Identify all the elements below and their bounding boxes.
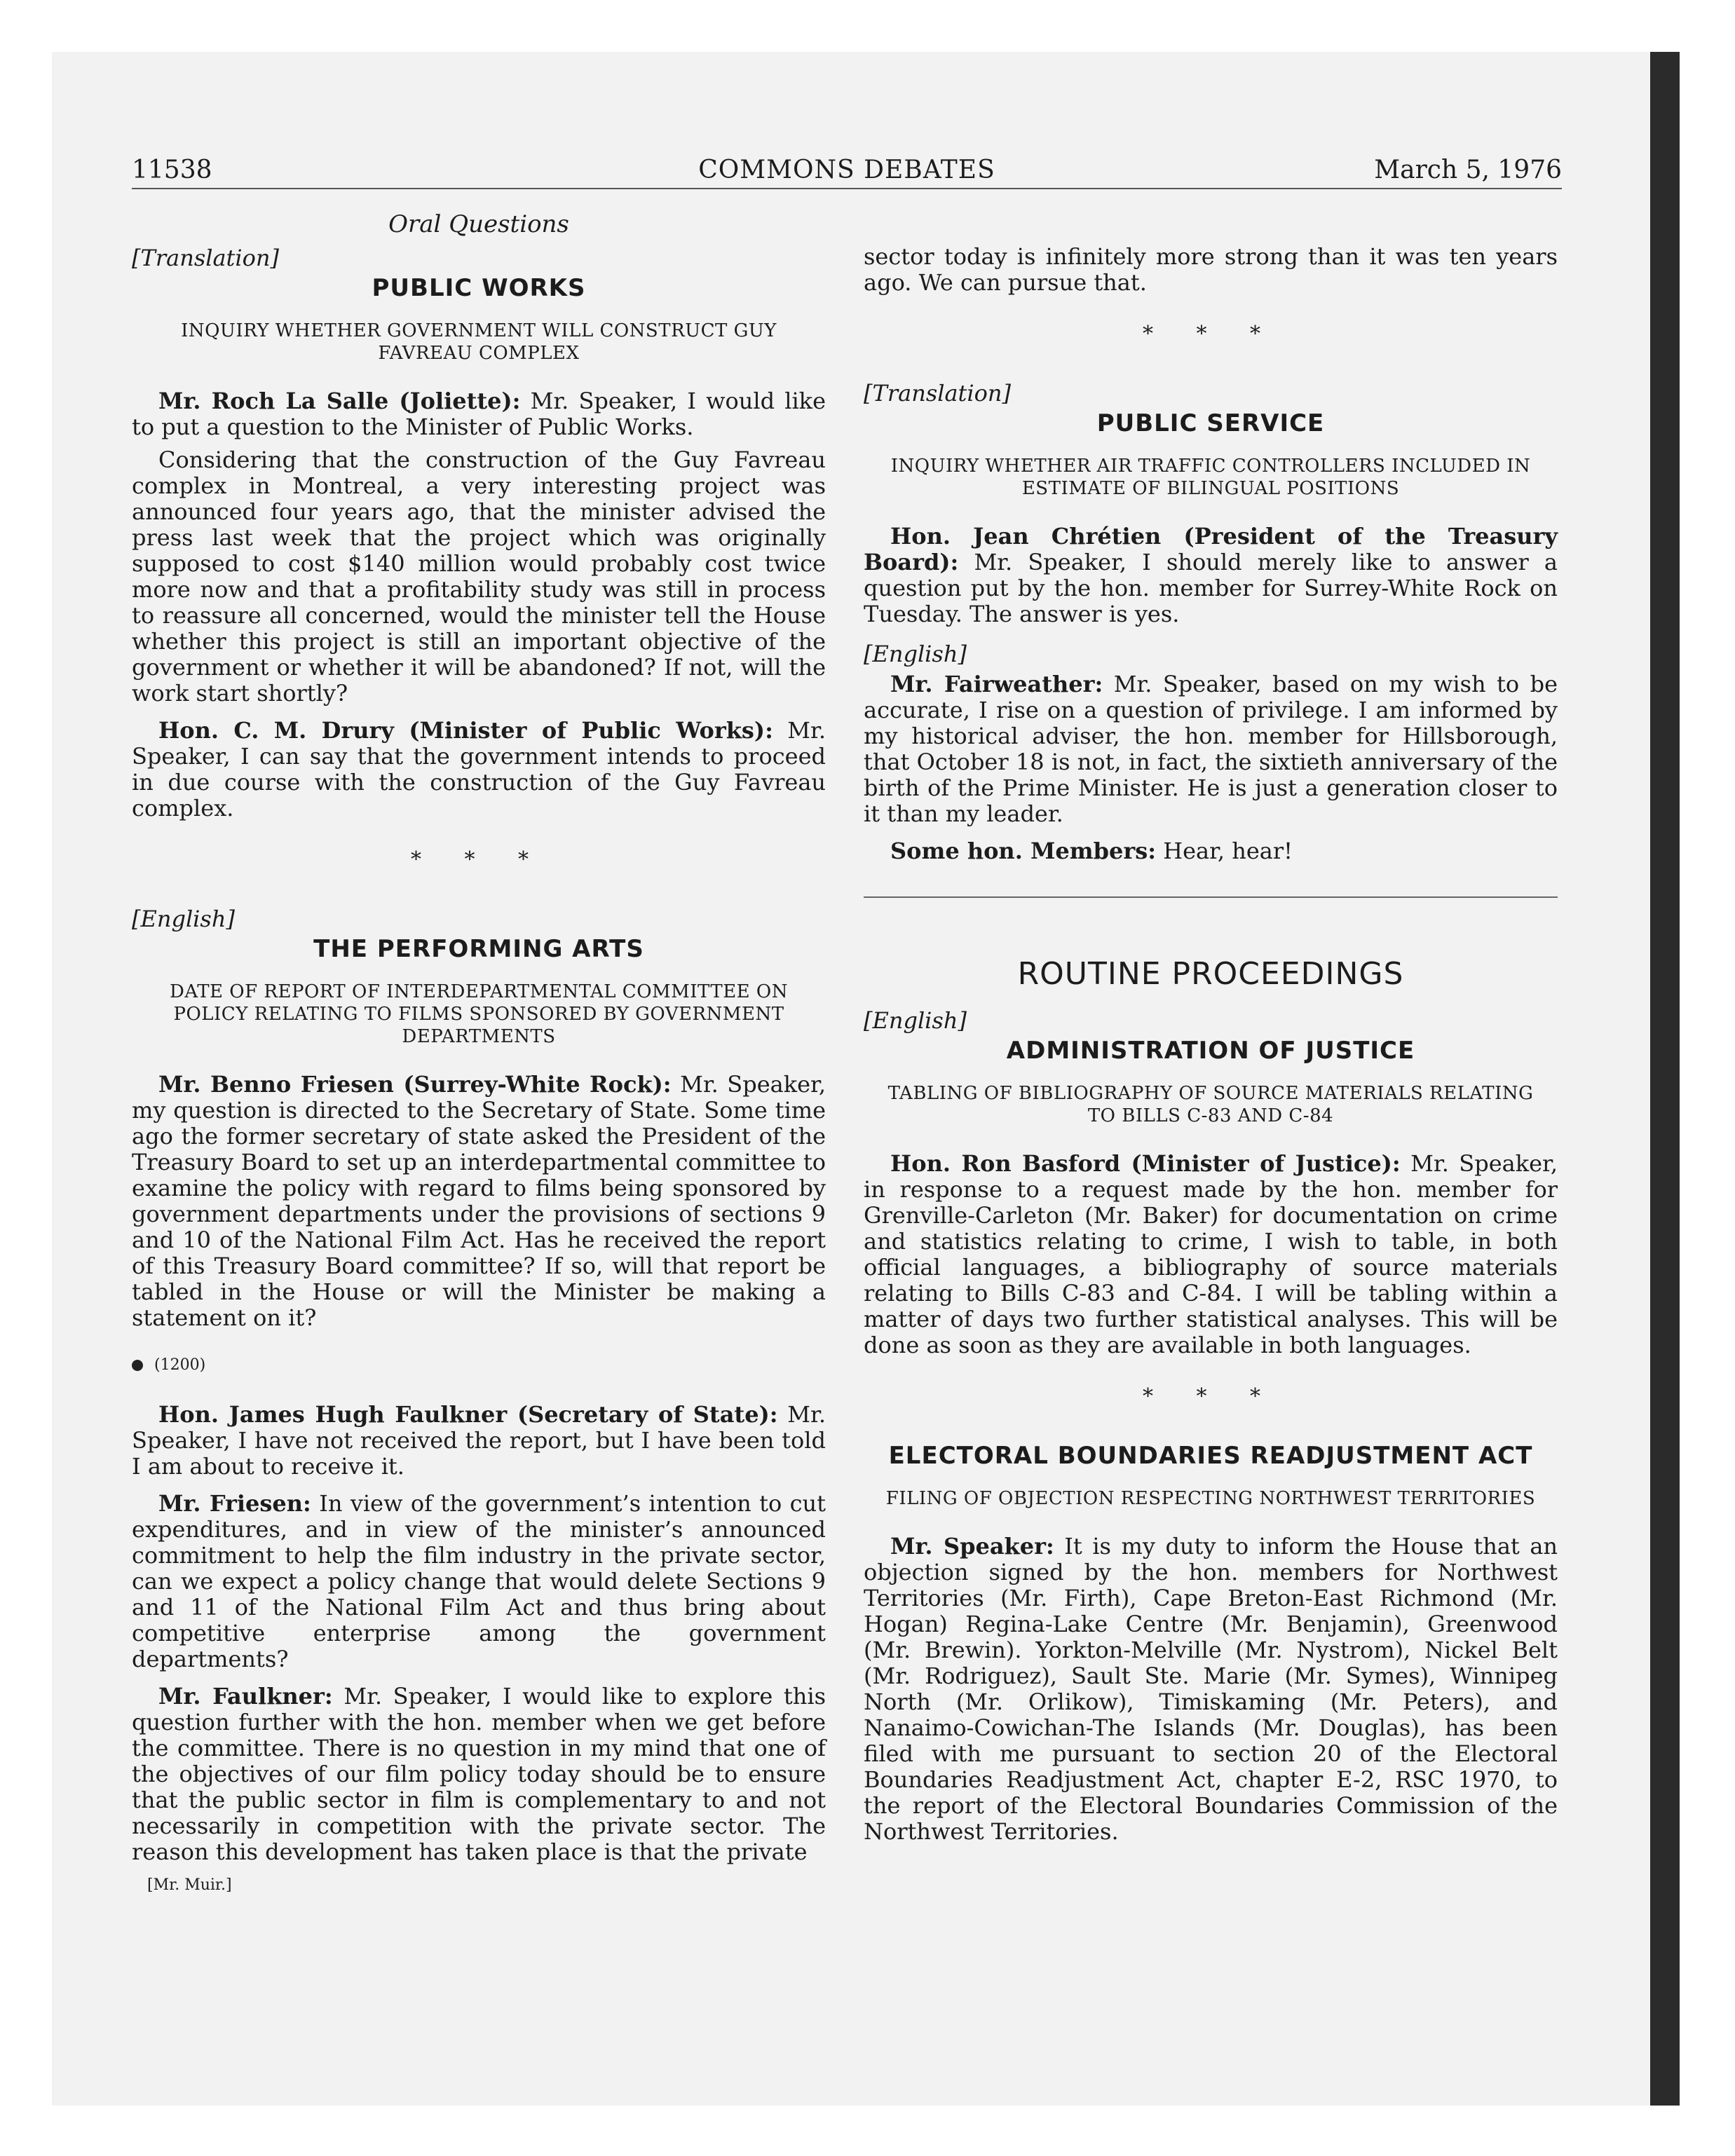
time-marker	[132, 1352, 826, 1378]
speech-text: In view of the government’s intention to cut expenditures, and in view of the minister’s announced commitment to help the film industry in the private sector, can we expect a policy change that would delete Sections 9 and 11 of the National Film Act and thus bring about competitive enterprise among the government departments?	[132, 1490, 826, 1672]
section-separator: * * *	[410, 847, 547, 872]
speech-paragraph	[132, 1402, 826, 1480]
speaker-name: Hon. C. M. Drury (Minister of Public Works):	[158, 717, 773, 744]
section-separator: * * *	[1142, 1384, 1279, 1409]
speech-text: It is my duty to inform the House that an objection signed by the hon. members for Northwest Territories (Mr. Firth), Cape Breton-East Richmond (Mr. Hogan) Regina-Lake Centre (Mr. Benjamin), Greenwood (Mr. Brewin). Yorkton-Melville (Mr. Nystrom), Nickel Belt (Mr. Rodriguez), Sault Ste. Marie (Mr. Symes), Winnipeg North (Mr. Orlikow), Timiskaming (Mr. Peters), and Nanaimo-Cowichan-The Islands (Mr. Douglas), has been filed with me pursuant to section 20 of the Electoral Boundaries Readjustment Act, chapter E-2, RSC 1970, to the report of the Electoral Boundaries Commission of the Northwest Territories.	[864, 1533, 1558, 1845]
speaker-name: Hon. Ron Basford (Minister of Justice):	[890, 1150, 1401, 1177]
scan-edge	[1650, 52, 1680, 2106]
language-note: [Translation]	[132, 245, 279, 271]
speech-text: Mr. Speaker, I would like to put a question to the Minister of Public Works.	[132, 388, 826, 440]
speech-paragraph	[132, 1491, 826, 1672]
bullet-icon	[132, 1360, 143, 1371]
page-number: 11538	[132, 156, 212, 184]
speech-text: Mr. Speaker, based on my wish to be accurate, I rise on a question of privilege. I am informed by my historical adviser, the hon. member for Hillsborough, that October 18 is not, in fact, the sixtieth anniversary of the birth of the Prime Minister. He is just a generation closer to it than my leader.	[864, 671, 1558, 827]
speaker-name: Mr. Benno Friesen (Surrey-White Rock):	[158, 1071, 672, 1098]
section-separator: * * *	[1142, 322, 1279, 346]
section-title: ADMINISTRATION OF JUSTICE	[1006, 1037, 1415, 1065]
speech-text: Mr. Speaker, I would like to explore this question further with the hon. member when we get before the committee. There is no question in my mind that one of the objectives of our film policy today should be to ensure that the public sector in film is complementary to and not necessarily in competition with the private sector. The reason this development has taken place is that the private	[132, 1683, 826, 1865]
speech-paragraph	[132, 1684, 826, 1865]
speech-paragraph	[132, 718, 826, 821]
running-head: Oral Questions	[388, 210, 569, 238]
section-title: ELECTORAL BOUNDARIES READJUSTMENT ACT	[888, 1442, 1533, 1470]
speaker-name: Mr. Faulkner:	[158, 1683, 333, 1710]
right-column	[864, 244, 1558, 1852]
section-subtitle: TABLING OF BIBLIOGRAPHY OF SOURCE MATERIALS RELATING TO BILLS C-83 AND C-84	[887, 1083, 1534, 1126]
speech-paragraph	[132, 1072, 826, 1331]
speech-text: Mr. Speaker, I can say that the government intends to proceed in due course with the construction of the Guy Favreau complex.	[132, 717, 826, 821]
page-header	[132, 154, 1562, 189]
time-marker-text: (1200)	[154, 1356, 206, 1374]
language-note: [English]	[132, 906, 235, 932]
speech-paragraph	[864, 1534, 1558, 1845]
section-subtitle: FILING OF OBJECTION RESPECTING NORTHWEST TERRITORIES	[885, 1488, 1536, 1509]
speech-paragraph	[132, 388, 826, 440]
publication-title: COMMONS DEBATES	[698, 156, 995, 184]
section-title: PUBLIC WORKS	[372, 274, 586, 302]
issue-date: March 5, 1976	[1374, 156, 1562, 184]
speaker-name: Mr. Speaker:	[890, 1533, 1054, 1560]
speech-paragraph: sector today is infinitely more strong than it was ten years ago. We can pursue that.	[864, 243, 1558, 296]
section-subtitle: INQUIRY WHETHER AIR TRAFFIC CONTROLLERS INCLUDED IN ESTIMATE OF BILINGUAL POSITIONS	[890, 456, 1531, 499]
language-note: [English]	[864, 1007, 967, 1034]
speaker-name: Mr. Fairweather:	[890, 671, 1103, 697]
speech-text: Mr. Speaker, I should merely like to answer a question put by the hon. member for Surrey-White Rock on Tuesday. The answer is yes.	[864, 549, 1558, 627]
left-column	[132, 245, 826, 1898]
speech-text: Mr. Speaker, my question is directed to the Secretary of State. Some time ago the former secretary of state asked the President of the Treasury Board to set up an interdepartmental committee to examine the policy with regard to films being sponsored by government departments under the provisions of sections 9 and 10 of the National Film Act. Has he received the report of this Treasury Board committee? If so, will that report be tabled in the House or will the Minister be making a statement on it?	[132, 1071, 826, 1331]
section-subtitle: DATE OF REPORT OF INTERDEPARTMENTAL COMMITTEE ON POLICY RELATING TO FILMS SPONSORED BY GOVERNMENT DEPARTMENTS	[170, 981, 788, 1047]
major-heading: ROUTINE PROCEEDINGS	[1017, 956, 1404, 992]
speaker-name: Some hon. Members:	[890, 838, 1157, 864]
speech-paragraph	[864, 838, 1558, 864]
speaker-name: Mr. Roch La Salle (Joliette):	[158, 388, 521, 414]
speaker-name: Hon. James Hugh Faulkner (Secretary of State):	[158, 1401, 778, 1428]
speech-paragraph: Considering that the construction of the Guy Favreau complex in Montreal, a very interesting project was announced four years ago, that the minister advised the press last week that the project which was originally supposed to cost $140 million would probably cost twice more now and that a profitability study was still in process to reassure all concerned, would the minister tell the House whether this project is still an important objective of the government or whether it will be abandoned? If not, will the work start shortly?	[132, 446, 826, 707]
section-title: PUBLIC SERVICE	[1096, 409, 1325, 437]
speech-text: Mr. Speaker, in response to a request made by the hon. member for Grenville-Carleton (Mr. Baker) for documentation on crime and statistics relating to crime, I wish to table, in both official languages, a bibliography of source materials relating to Bills C-83 and C-84. I will be tabling within a matter of days two further statistical analyses. This will be done as soon as they are available in both languages.	[864, 1150, 1558, 1358]
footer-note: [Mr. Muir.]	[147, 1876, 232, 1894]
speaker-name: Hon. Jean Chrétien (President of the Treasury Board):	[864, 523, 1558, 575]
section-subtitle: INQUIRY WHETHER GOVERNMENT WILL CONSTRUCT GUY FAVREAU COMPLEX	[181, 320, 777, 364]
language-note: [Translation]	[864, 380, 1011, 407]
speech-paragraph	[864, 524, 1558, 627]
section-title: THE PERFORMING ARTS	[313, 935, 644, 963]
speech-text: Hear, hear!	[1156, 838, 1293, 864]
speech-paragraph	[864, 671, 1558, 827]
speech-text: Mr. Speaker, I have not received the report, but I have been told I am about to receive it.	[132, 1401, 826, 1480]
language-note: [English]	[864, 641, 967, 667]
speaker-name: Mr. Friesen:	[158, 1490, 311, 1517]
speech-paragraph	[864, 1151, 1558, 1358]
